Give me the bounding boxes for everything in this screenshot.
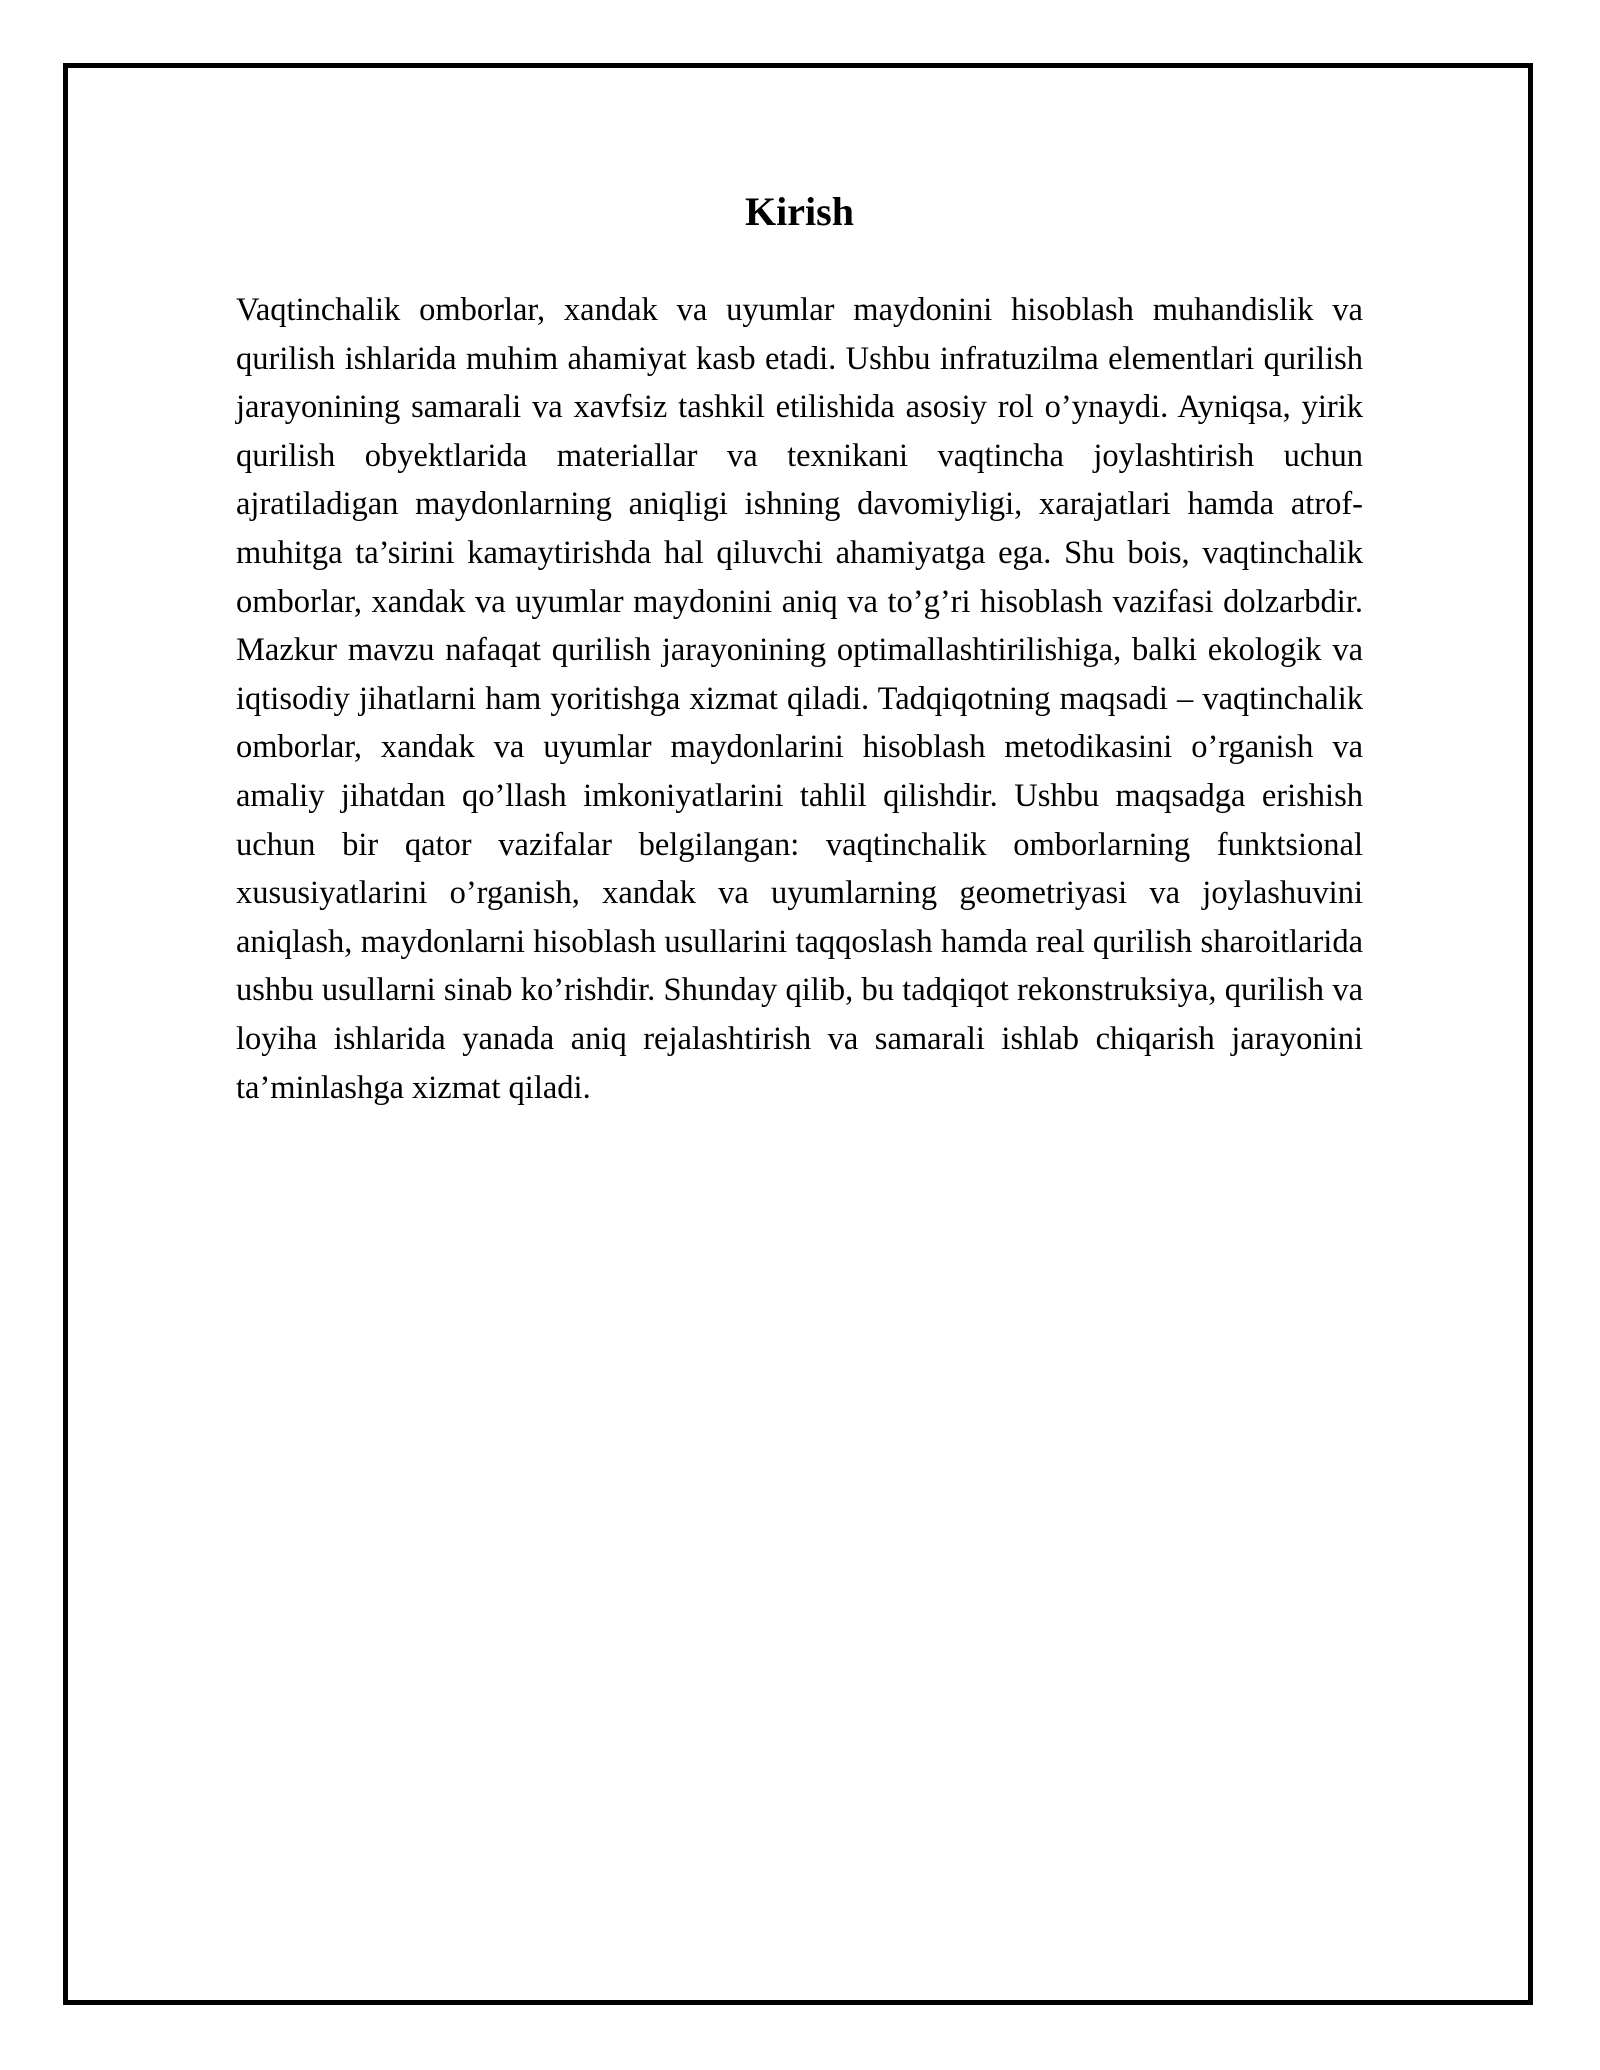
page-title: Kirish bbox=[745, 189, 854, 234]
document-content bbox=[236, 186, 1363, 1112]
body-paragraph: Vaqtinchalik omborlar, xandak va uyumlar maydonini hisoblash muhandislik va qurilish ishlarida muhim ahamiyat kasb etadi. Ushbu infratuzilma elementlari qurilish jarayonining samarali va xavfsiz tashkil etilishida asosiy rol o’ynaydi. Ayniqsa, yirik qurilish obyektlarida materiallar va texnikani vaqtincha joylashtirish uchun ajratiladigan maydonlarning aniqligi ishning davomiyligi, xarajatlari hamda atrof-muhitga ta’sirini kamaytirishda hal qiluvchi ahamiyatga ega. Shu bois, vaqtinchalik omborlar, xandak va uyumlar maydonini aniq va to’g’ri hisoblash vazifasi dolzarbdir. Mazkur mavzu nafaqat qurilish jarayonining optimallashtirilishiga, balki ekologik va iqtisodiy jihatlarni ham yoritishga xizmat qiladi. Tadqiqotning maqsadi – vaqtinchalik omborlar, xandak va uyumlar maydonlarini hisoblash metodikasini o’rganish va amaliy jihatdan qo’llash imkoniyatlarini tahlil qilishdir. Ushbu maqsadga erishish uchun bir qator vazifalar belgilangan: vaqtinchalik omborlarning funktsional xususiyatlarini o’rganish, xandak va uyumlarning geometriyasi va joylashuvini aniqlash, maydonlarni hisoblash usullarini taqqoslash hamda real qurilish sharoitlarida ushbu usullarni sinab ko’rishdir. Shunday qilib, bu tadqiqot rekonstruksiya, qurilish va loyiha ishlarida yanada aniq rejalashtirish va samarali ishlab chiqarish jarayonini ta’minlashga xizmat qiladi. bbox=[236, 292, 1363, 1106]
